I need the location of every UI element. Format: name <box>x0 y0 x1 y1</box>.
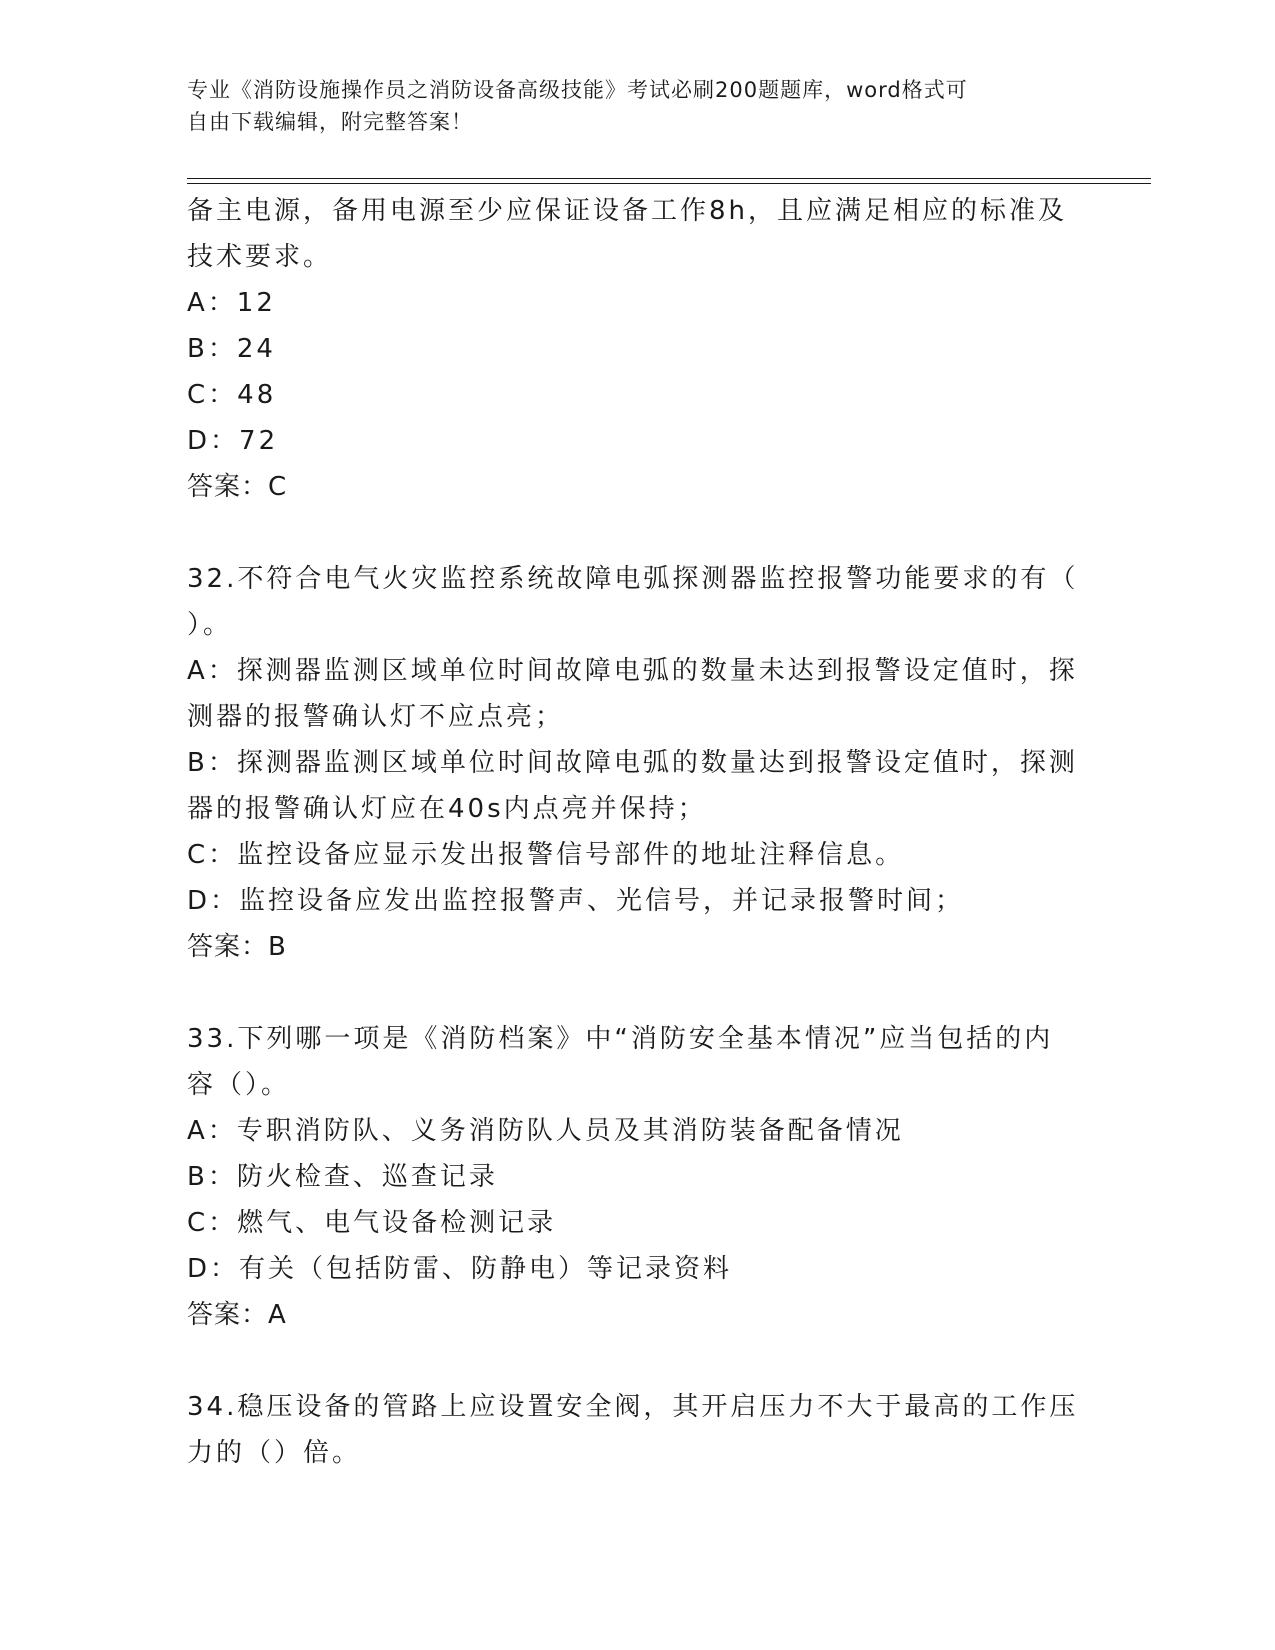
header-divider-top <box>187 178 1151 179</box>
question-33 <box>187 1016 1077 1338</box>
option-b: B：探测器监测区域单位时间故障电弧的数量达到报警设定值时，探测 <box>187 748 1078 778</box>
question-34 <box>187 1384 1077 1476</box>
header-title-line-2: 自由下载编辑，附完整答案！ <box>187 110 473 134</box>
question-31 <box>187 188 1077 510</box>
option-d: D：72 <box>187 426 279 456</box>
option-a: A：探测器监测区域单位时间故障电弧的数量未达到报警设定值时，探 <box>187 656 1078 686</box>
spacer <box>187 510 1077 556</box>
option-c: C：48 <box>187 380 277 410</box>
option-d: D：有关（包括防雷、防静电）等记录资料 <box>187 1254 733 1284</box>
question-stem: 32.不符合电气火灾监控系统故障电弧探测器监控报警功能要求的有（ <box>187 564 1079 594</box>
spacer <box>187 1338 1077 1384</box>
header-divider-bottom <box>187 183 1151 184</box>
question-32 <box>187 556 1077 970</box>
question-stem: 力的（）倍。 <box>187 1438 362 1468</box>
document-body <box>187 188 1077 1476</box>
option-c: C：监控设备应显示发出报警信号部件的地址注释信息。 <box>187 840 905 870</box>
question-stem: 34.稳压设备的管路上应设置安全阀，其开启压力不大于最高的工作压 <box>187 1392 1079 1422</box>
answer-line: 答案：A <box>187 1300 287 1330</box>
question-stem: 33.下列哪一项是《消防档案》中“消防安全基本情况”应当包括的内 <box>187 1024 1054 1054</box>
option-a-continued: 测器的报警确认灯不应点亮； <box>187 702 565 732</box>
question-stem: 备主电源，备用电源至少应保证设备工作8h，且应满足相应的标准及 <box>187 196 1068 226</box>
option-c: C：燃气、电气设备检测记录 <box>187 1208 557 1238</box>
question-stem: 技术要求。 <box>187 242 333 272</box>
option-b-continued: 器的报警确认灯应在40s内点亮并保持； <box>187 794 707 824</box>
option-b: B：防火检查、巡查记录 <box>187 1162 498 1192</box>
option-a: A：专职消防队、义务消防队人员及其消防装备配备情况 <box>187 1116 904 1146</box>
header-title-line-1: 专业《消防设施操作员之消防设备高级技能》考试必刷200题题库，word格式可 <box>187 78 968 102</box>
option-a: A：12 <box>187 288 276 318</box>
answer-line: 答案：C <box>187 472 288 502</box>
spacer <box>187 970 1077 1016</box>
answer-line: 答案：B <box>187 932 287 962</box>
option-b: B：24 <box>187 334 276 364</box>
document-header <box>187 74 1067 138</box>
question-stem: 容（）。 <box>187 1070 291 1100</box>
option-d: D：监控设备应发出监控报警声、光信号，并记录报警时间； <box>187 886 965 916</box>
question-stem: ）。 <box>187 610 233 640</box>
